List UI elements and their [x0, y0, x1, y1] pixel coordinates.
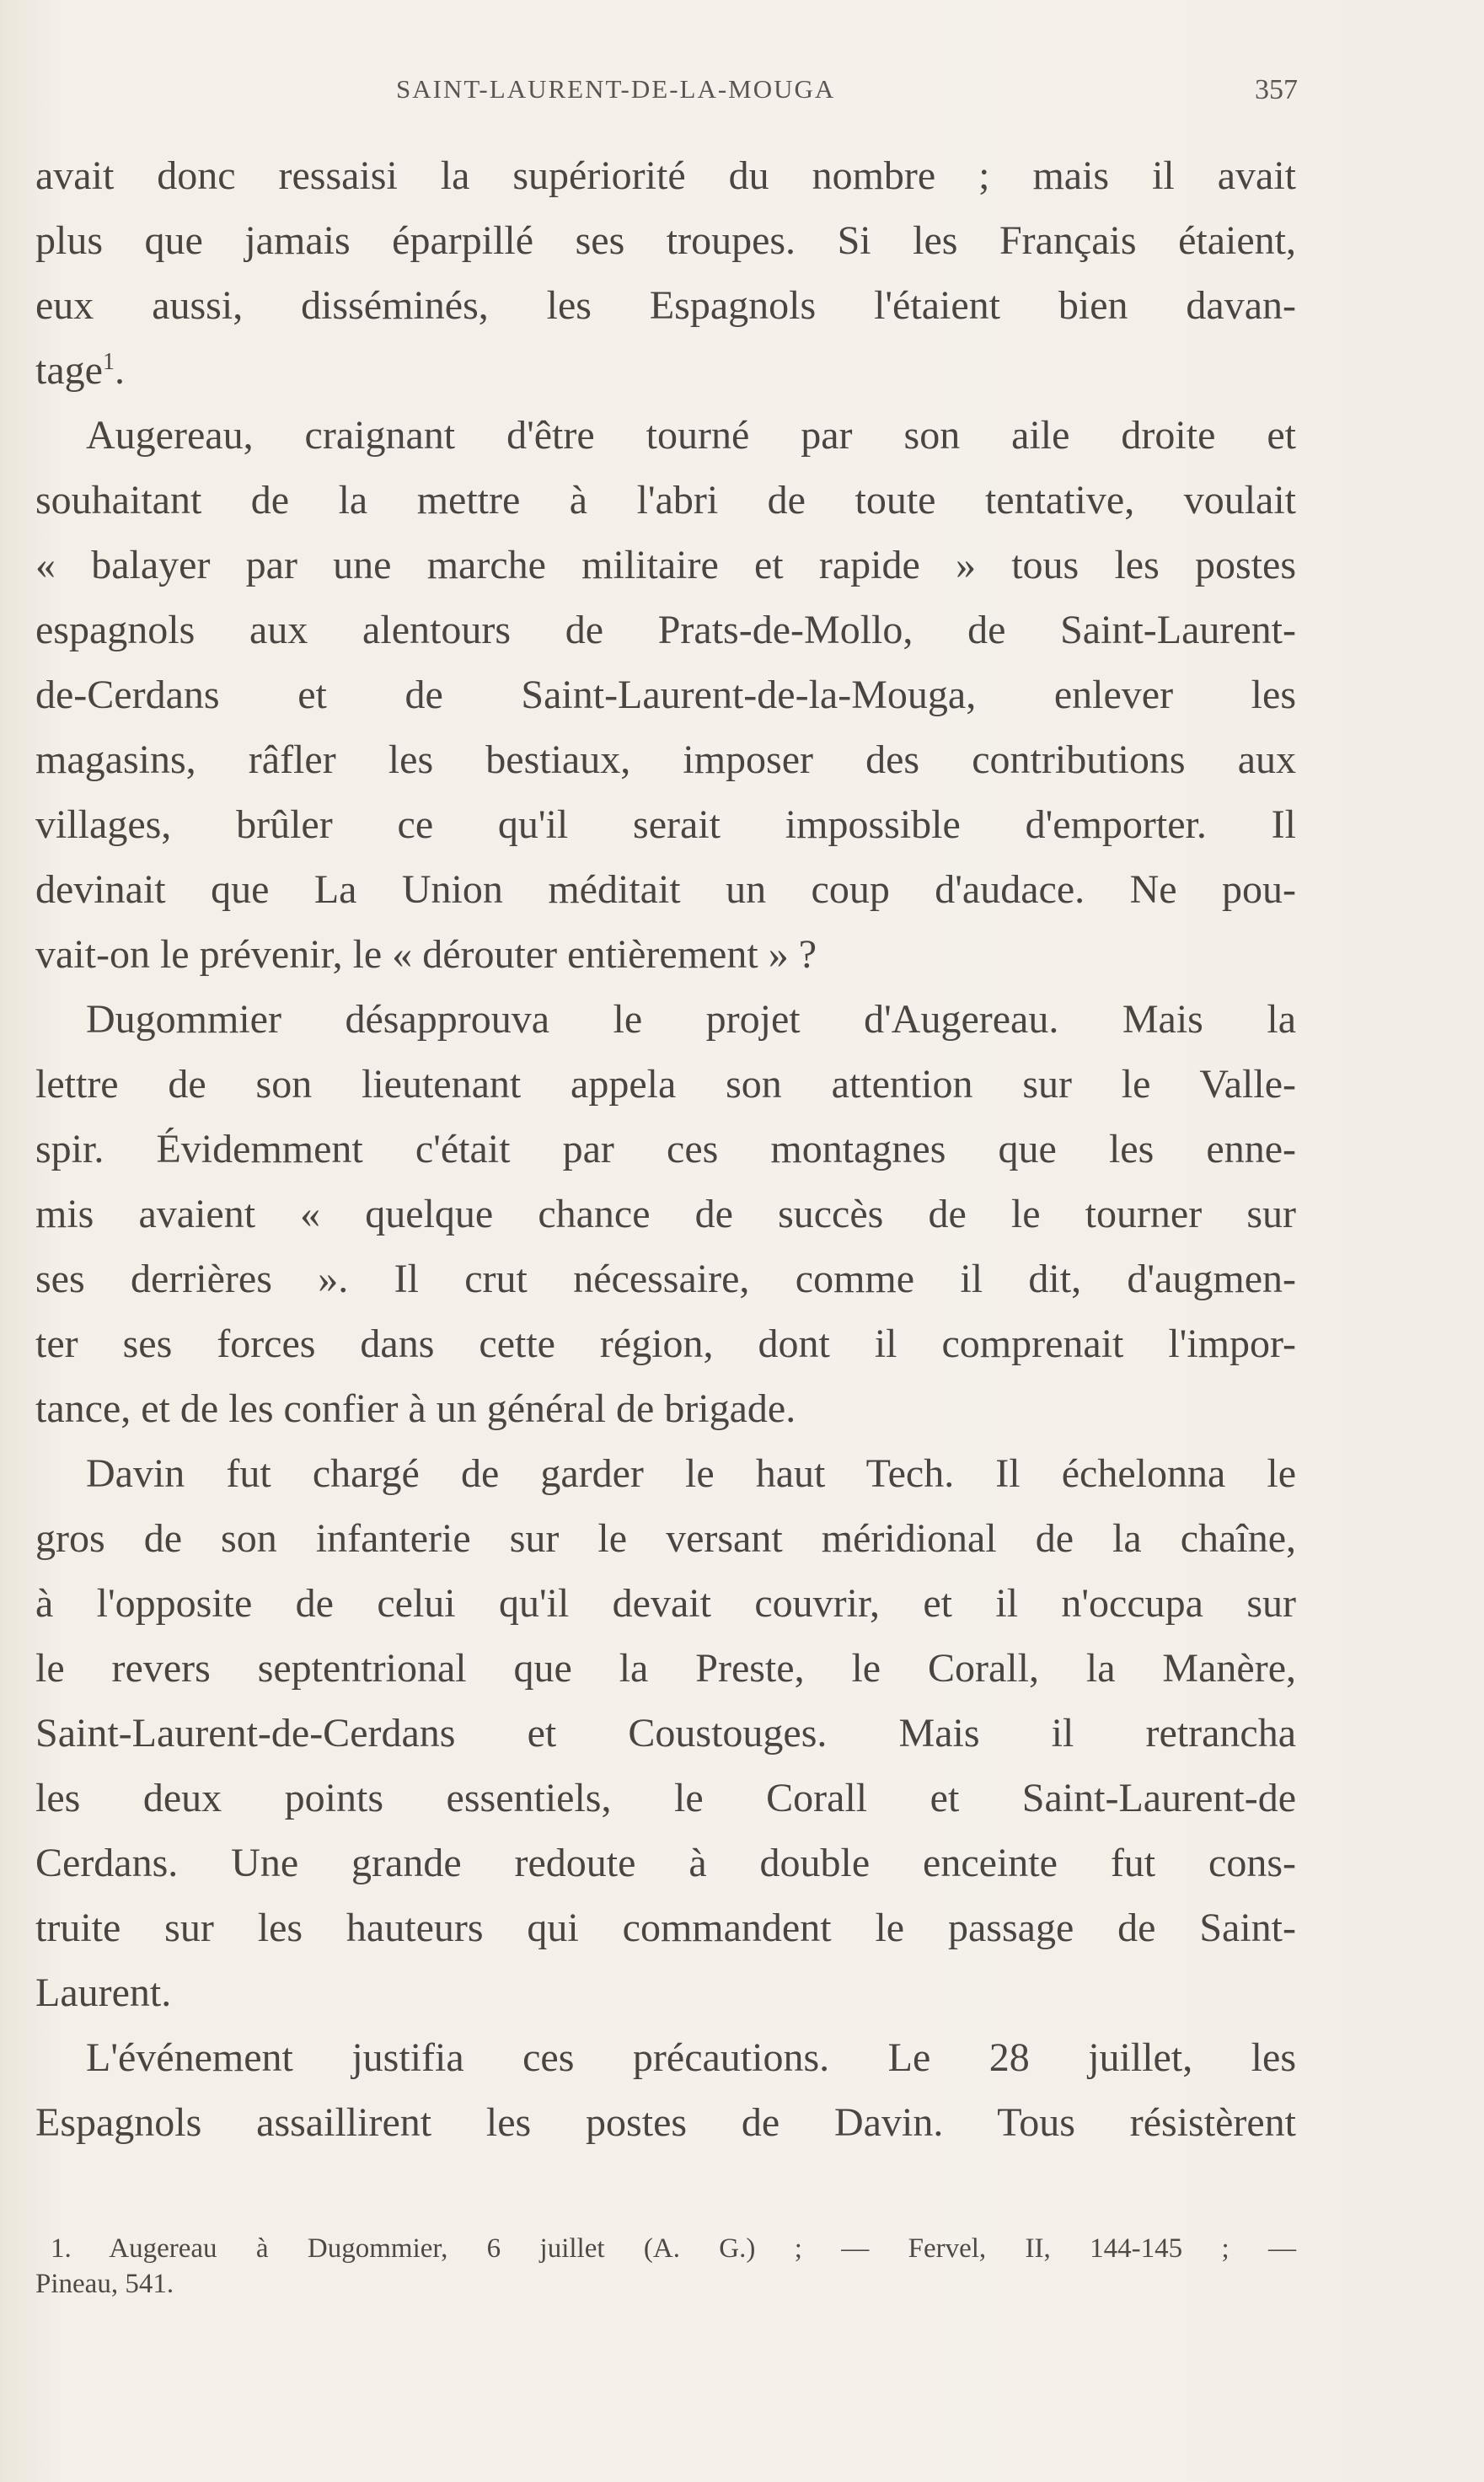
text-fragment: . [114, 348, 125, 393]
text-line: devinait que La Union méditait un coup d'audace. Ne pou- [35, 867, 1296, 912]
text-fragment: tage [35, 348, 103, 393]
footnotes [35, 2231, 1296, 2302]
text-line: Saint-Laurent-de-Cerdans et Coustouges. Mais il retrancha [35, 1711, 1296, 1756]
page-number: 357 [1255, 74, 1298, 105]
text-line: truite sur les hauteurs qui commandent le passage de Saint- [35, 1906, 1296, 1950]
text-line: les deux points essentiels, le Corall et Saint-Laurent-de [35, 1776, 1296, 1820]
text-line: Espagnols assaillirent les postes de Davin. Tous résistèrent [35, 2100, 1296, 2145]
text-line: tance, et de les confier à un général de brigade. [35, 1386, 796, 1431]
text-line: Laurent. [35, 1970, 172, 2015]
footnote-line: 1. Augereau à Dugommier, 6 juillet (A. G.) ; — Fervel, II, 144-145 ; — [51, 2233, 1296, 2264]
text-line: villages, brûler ce qu'il serait impossible d'emporter. Il [35, 802, 1296, 847]
text-line: mis avaient « quelque chance de succès de le tourner sur [35, 1192, 1296, 1236]
text-line: souhaitant de la mettre à l'abri de toute tentative, voulait [35, 478, 1296, 523]
paragraph-start-line: Augereau, craignant d'être tourné par son aile droite et [86, 413, 1296, 458]
text-line: Cerdans. Une grande redoute à double enceinte fut cons- [35, 1841, 1296, 1885]
running-head-title: SAINT-LAURENT-DE-LA-MOUGA [396, 74, 836, 104]
running-head [34, 74, 1298, 108]
text-line: magasins, râfler les bestiaux, imposer des contributions aux [35, 737, 1296, 782]
footnote-reference[interactable]: 1 [102, 349, 115, 375]
text-line: « balayer par une marche militaire et rapide » tous les postes [35, 543, 1296, 587]
paragraph-start-line: L'événement justifia ces précautions. Le 28 juillet, les [86, 2035, 1296, 2080]
text-line-with-footnote [35, 338, 1296, 403]
text-line: à l'opposite de celui qu'il devait couvrir, et il n'occupa sur [35, 1581, 1296, 1626]
text-line: plus que jamais éparpillé ses troupes. Si les Français étaient, [35, 218, 1296, 263]
text-line: ter ses forces dans cette région, dont il comprenait l'impor- [35, 1321, 1296, 1366]
text-line: le revers septentrional que la Preste, le Corall, la Manère, [35, 1646, 1296, 1691]
footnote-line: Pineau, 541. [35, 2269, 174, 2299]
paragraph-start-line: Davin fut chargé de garder le haut Tech. Il échelonna le [86, 1451, 1296, 1496]
body-text [35, 143, 1296, 2155]
text-line: eux aussi, disséminés, les Espagnols l'étaient bien davan- [35, 283, 1296, 328]
text-line: avait donc ressaisi la supériorité du nombre ; mais il avait [35, 153, 1296, 198]
text-line: spir. Évidemment c'était par ces montagnes que les enne- [35, 1127, 1296, 1171]
text-line: lettre de son lieutenant appela son attention sur le Valle- [35, 1062, 1296, 1107]
text-line: gros de son infanterie sur le versant méridional de la chaîne, [35, 1516, 1296, 1561]
text-line: ses derrières ». Il crut nécessaire, comme il dit, d'augmen- [35, 1257, 1296, 1301]
text-line: de-Cerdans et de Saint-Laurent-de-la-Mouga, enlever les [35, 673, 1296, 717]
paragraph-start-line: Dugommier désapprouva le projet d'Augereau. Mais la [86, 997, 1296, 1042]
text-line: espagnols aux alentours de Prats-de-Mollo, de Saint-Laurent- [35, 608, 1296, 652]
text-line: vait-on le prévenir, le « dérouter entièrement » ? [35, 932, 817, 977]
